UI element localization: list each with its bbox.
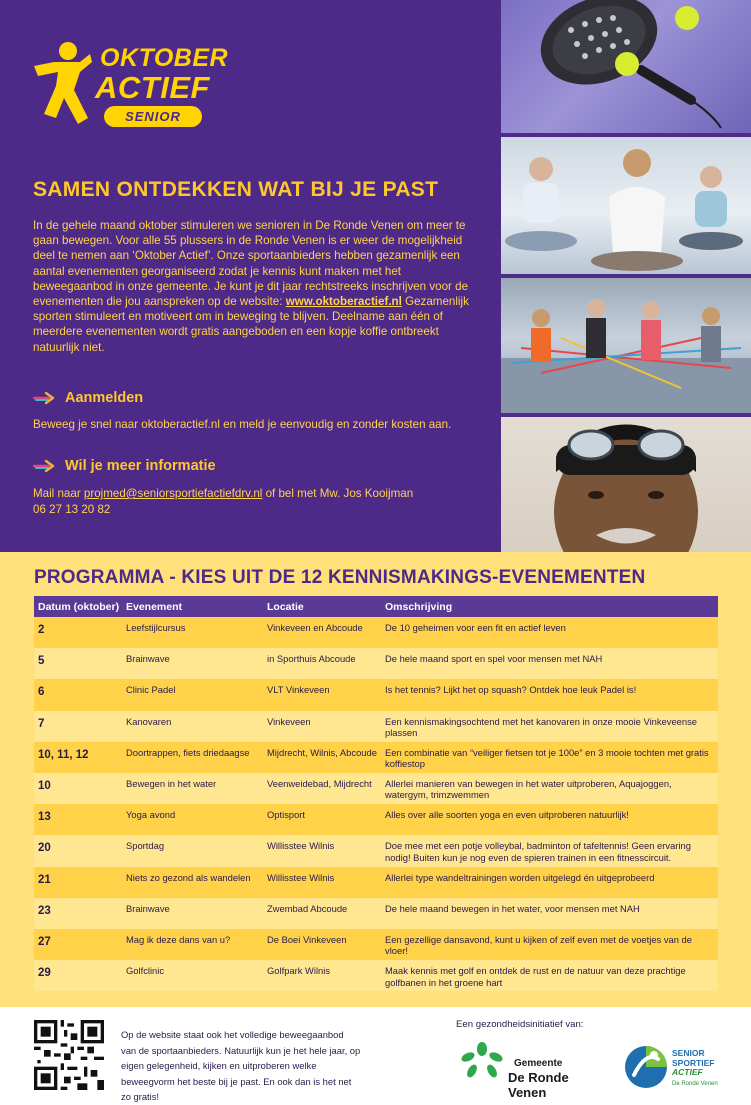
cell-location: Veenweidebad, Mijdrecht — [267, 777, 372, 789]
qr-code-icon[interactable] — [34, 1020, 104, 1090]
table-row — [34, 867, 718, 898]
photo-padel — [501, 0, 751, 133]
gemeente-de-ronde-venen-logo — [458, 1041, 598, 1100]
cell-location: Golfpark Wilnis — [267, 965, 331, 977]
senior-sportief-emblem-icon — [624, 1045, 668, 1089]
cell-date: 7 — [38, 717, 45, 730]
program-section — [0, 552, 751, 1007]
cell-event: Brainwave — [126, 653, 170, 665]
cell-event: Kanovaren — [126, 715, 172, 727]
cell-event: Golfclinic — [126, 965, 165, 977]
table-row — [34, 835, 718, 866]
info-text — [33, 486, 483, 517]
cell-event: Brainwave — [126, 902, 170, 914]
cell-event: Niets zo gezond als wandelen — [126, 871, 251, 883]
cell-location: Vinkeveen en Abcoude — [267, 622, 363, 633]
header-location: Locatie — [267, 600, 304, 613]
photo-swimmer — [501, 417, 751, 552]
initiative-label: Een gezondheidsinitiatief van: — [456, 1019, 584, 1030]
cell-description: Een gezellige dansavond, kunt u kijken of zelf even met de voetjes van de vloer! — [385, 933, 692, 957]
cell-description: Allerlei manieren van bewegen in het water uitproberen, Aquajoggen, watergym, trimzwemmen — [385, 777, 672, 801]
cell-date: 29 — [38, 967, 51, 980]
table-row — [34, 617, 718, 648]
register-heading — [33, 390, 143, 406]
table-row — [34, 711, 718, 742]
website-link[interactable]: www.oktoberactief.nl — [285, 295, 402, 309]
cell-event: Bewegen in het water — [126, 777, 217, 789]
program-table — [34, 596, 718, 991]
table-row — [34, 898, 718, 929]
cell-event: Sportdag — [126, 840, 165, 852]
gemeente-label: Gemeente — [514, 1058, 563, 1069]
oktober-actief-logo — [30, 40, 229, 140]
arrow-right-icon — [33, 459, 55, 473]
cell-description: Is het tennis? Lijkt het op squash? Ontdek hoe leuk Padel is! — [385, 684, 637, 696]
header-date: Datum (oktober) — [38, 600, 120, 613]
sport-line-senior: SENIOR — [672, 1048, 705, 1058]
sport-line-actief: ACTIEF — [672, 1067, 703, 1077]
cell-description: Een combinatie van “veiliger fietsen tot je 100e” en 3 mooie tochten met gratis koffiestop — [385, 746, 709, 770]
cell-location: Willisstee Wilnis — [267, 840, 335, 852]
cell-description: De hele maand bewegen in het water, voor mensen met NAH — [385, 902, 640, 914]
cell-event: Leefstijlcursus — [126, 622, 186, 633]
table-row — [34, 679, 718, 710]
logo-text-oktober: OKTOBER — [100, 44, 229, 72]
top-section — [0, 0, 751, 552]
senior-sportief-actief-logo — [624, 1045, 734, 1095]
table-body — [34, 617, 718, 991]
footer — [0, 1007, 751, 1105]
table-row — [34, 773, 718, 804]
register-text: Beweeg je snel naar oktoberactief.nl en meld je eenvoudig en zonder kosten aan. — [33, 418, 452, 431]
cell-location: Vinkeveen — [267, 715, 311, 727]
cell-description: Allerlei type wandeltrainingen worden uitgelegd én uitgeprobeerd — [385, 871, 655, 883]
senior-sportief-text — [672, 1049, 715, 1078]
logo-text-actief: ACTIEF — [95, 70, 210, 105]
cell-description: Een kennismakingsochtend met het kanovaren in onze mooie Vinkeveense plassen — [385, 715, 698, 739]
photo-group-exercise — [501, 278, 751, 413]
program-title: PROGRAMMA - KIES UIT DE 12 KENNISMAKINGS-EVENEMENTEN — [34, 567, 646, 588]
intro-panel — [0, 0, 500, 552]
header-event: Evenement — [126, 600, 183, 613]
info-prefix: Mail naar — [33, 487, 84, 500]
cell-description: Alles over alle soorten yoga en even uitproberen natuurlijk! — [385, 809, 629, 821]
sport-line-sportief: SPORTIEF — [672, 1057, 715, 1068]
cell-event: Yoga avond — [126, 809, 176, 821]
cell-date: 23 — [38, 904, 51, 917]
cell-description: De 10 geheimen voor een fit en actief leven — [385, 622, 566, 633]
intro-text-2: Gezamenlijk sporten stimuleert en motiveert om in beweging te blijven. Deelname aan één of meerdere evenementen wordt gratis aangeboden en een kopje koffie ontbreekt natuurlijk niet. — [33, 295, 469, 354]
cell-event: Clinic Padel — [126, 684, 176, 696]
cell-date: 2 — [38, 624, 45, 636]
footer-text: Op de website staat ook het volledige beweegaanbod van de sportaanbieders. Natuurlijk kun je het hele jaar, op eigen gelegenheid, kijken en uitproberen welke beweegvorm het beste bij je past. En ook dan is het net zo gratis! — [121, 1029, 361, 1102]
info-suffix: of bel met Mw. Jos Kooijman — [262, 487, 414, 500]
table-row — [34, 742, 718, 773]
intro-text-1: In de gehele maand oktober stimuleren we senioren in De Ronde Venen om meer te gaan bewegen. Voor alle 55 plussers in de Ronde Venen is er weer de mogelijkheid deel te nemen aan ‘Oktober Actief’. Onze sportaanbieders hebben gezamenlijk een aantal evenementen georganiseerd zodat je kennis kunt maken met het beweegaanbod in onze gemeente. Je kunt je dit jaar rechtstreeks inschrijven voor de evenementen die jou aanspreken op de website: — [33, 219, 469, 309]
cell-location: Willisstee Wilnis — [267, 871, 335, 883]
phone-number: 06 27 13 20 82 — [33, 502, 111, 516]
cell-location: VLT Vinkeveen — [267, 684, 330, 696]
table-header — [34, 596, 718, 617]
cell-location: Optisport — [267, 809, 306, 821]
table-row — [34, 960, 718, 991]
header-description: Omschrijving — [385, 600, 453, 613]
cell-event: Mag ik deze dans van u? — [126, 933, 231, 945]
intro-title: SAMEN ONTDEKKEN WAT BIJ JE PAST — [33, 178, 439, 201]
cell-description: Maak kennis met golf en ontdek de rust en de natuur van deze prachtige golfbanen in het groene hart — [385, 965, 686, 988]
logo-badge-senior: SENIOR — [104, 106, 202, 127]
intro-body — [33, 218, 483, 355]
cell-date: 21 — [38, 873, 51, 886]
info-title: Wil je meer informatie — [65, 458, 216, 474]
cell-date: 27 — [38, 935, 51, 948]
cell-location: De Boei Vinkeveen — [267, 933, 347, 945]
table-row — [34, 929, 718, 960]
photo-yoga — [501, 137, 751, 274]
cell-date: 5 — [38, 655, 45, 668]
cell-location: Mijdrecht, Wilnis, Abcoude — [267, 746, 377, 758]
cell-description: De hele maand sport en spel voor mensen met NAH — [385, 653, 603, 665]
register-title: Aanmelden — [65, 390, 144, 406]
info-heading — [33, 458, 216, 474]
cell-location: Zwembad Abcoude — [267, 902, 348, 914]
cell-description: Doe mee met een potje volleybal, badminton of tafeltennis! Geen ervaring nodig! Buiten kun je nog even de spieren trainen in een fitnesscircuit. — [385, 840, 691, 863]
email-link[interactable]: projmed@seniorsportiefactiefdrv.nl — [83, 487, 263, 500]
sport-subtitle: De Ronde Venen — [672, 1081, 718, 1087]
cell-date: 13 — [38, 811, 51, 824]
cell-date: 10, 11, 12 — [38, 748, 89, 761]
running-figure-icon — [30, 40, 92, 130]
cell-location: in Sporthuis Abcoude — [267, 653, 356, 665]
arrow-right-icon — [33, 391, 55, 405]
table-row — [34, 648, 718, 679]
cell-date: 20 — [38, 842, 51, 855]
gemeente-emblem-icon — [458, 1041, 506, 1081]
cell-date: 6 — [38, 686, 45, 699]
table-row — [34, 804, 718, 835]
cell-event: Doortrappen, fiets driedaagse — [126, 746, 250, 758]
gemeente-name: De Ronde Venen — [508, 1070, 569, 1100]
cell-date: 10 — [38, 779, 51, 792]
